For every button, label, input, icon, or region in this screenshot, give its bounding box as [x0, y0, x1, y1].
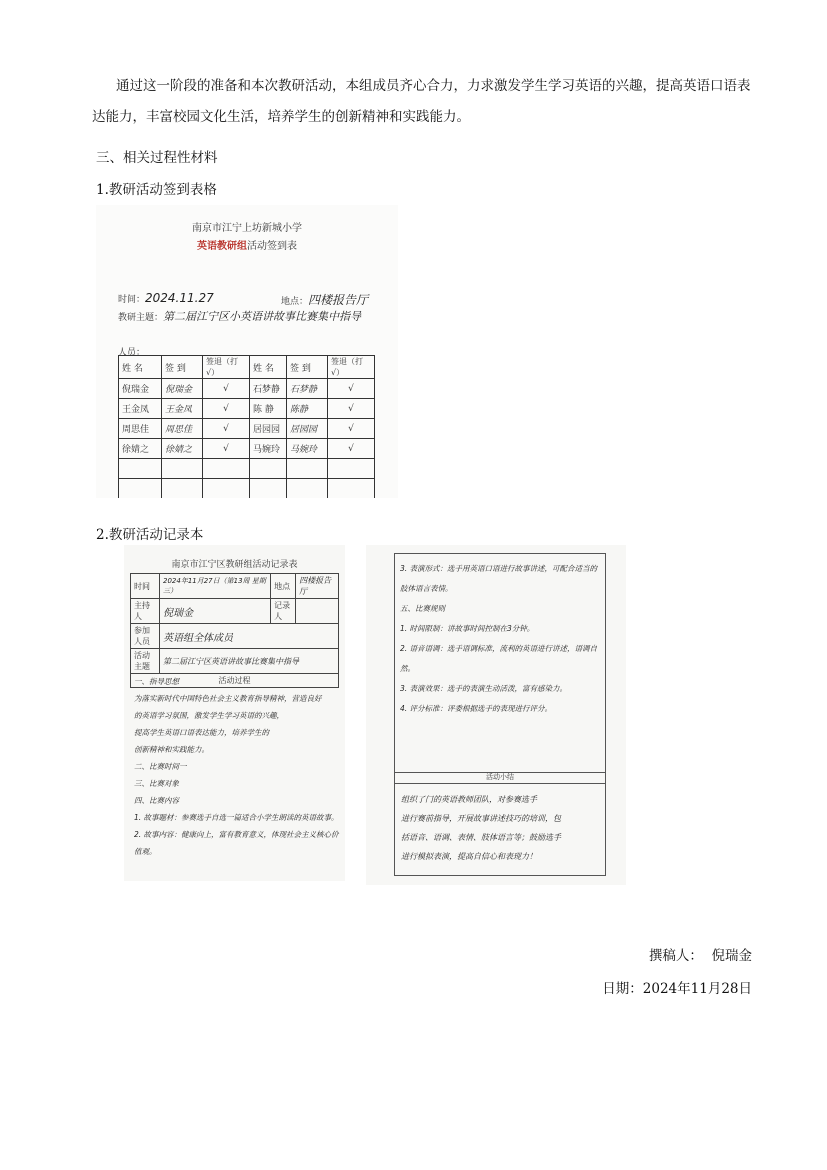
header-cell: 姓 名 — [119, 356, 162, 379]
summary-line: 组织了门的英语教师团队，对参赛选手 — [401, 795, 537, 804]
header-cell: 姓 名 — [250, 356, 287, 379]
signin-place-value: 四楼报告厅 — [308, 293, 369, 307]
check-cell: √ — [203, 439, 250, 459]
record-title: 南京市江宁区教研组活动记录表 — [171, 560, 298, 570]
signin-title — [96, 237, 398, 252]
summary-line: 进行赛前指导，开展故事讲述技巧的培训，包 — [401, 814, 561, 823]
table-row — [119, 479, 375, 499]
author-name: 倪瑞金 — [711, 948, 752, 964]
signin-school: 南京市江宁上坊新城小学 — [192, 223, 302, 234]
intro-paragraph — [92, 71, 760, 133]
table-row — [119, 459, 375, 479]
header-cell: 签 到 — [287, 356, 328, 379]
record-summary-text — [395, 784, 605, 866]
record-sheet-right-image — [366, 545, 626, 885]
signin-topic-label: 教研主题： — [118, 313, 164, 323]
process-line: 为落实新时代中国特色社会主义教育指导精神，营造良好 — [134, 694, 322, 703]
signin-time-label: 时间： — [118, 295, 146, 305]
table-row — [119, 379, 375, 399]
record-participants-value: 英语组全体成员 — [160, 624, 339, 649]
signin-time — [118, 291, 214, 305]
section-heading: 三、相关过程性材料 — [96, 150, 218, 166]
record-process-right — [400, 559, 600, 719]
record-time-value: 2024年11月27日（第13周 星期三） — [160, 574, 271, 599]
record-participants-label: 参加人员 — [131, 624, 160, 649]
record-host-value: 倪瑞金 — [160, 599, 271, 624]
name-cell: 居园园 — [250, 419, 287, 439]
record-process-left — [134, 673, 339, 860]
record-summary-label: 活动小结 — [395, 771, 605, 784]
signature-cell: 王金凤 — [162, 399, 203, 419]
check-cell: √ — [203, 399, 250, 419]
check-cell: √ — [328, 419, 375, 439]
signin-title-rest: 活动签到表 — [247, 241, 297, 252]
record-place-value: 四楼报告厅 — [296, 574, 339, 599]
signature-cell: 陈静 — [287, 399, 328, 419]
process-line: 提高学生英语口语表达能力，培养学生的 — [134, 728, 269, 737]
name-cell: 石梦静 — [250, 379, 287, 399]
process-line: 一、指导思想 — [134, 677, 179, 686]
intro-text: 通过这一阶段的准备和本次教研活动，本组成员齐心合力，力求激发学生学习英语的兴趣，提高英语口语表达能力，丰富校园文化生活，培养学生的创新精神和实践能力。 — [92, 78, 751, 125]
signin-topic — [118, 309, 388, 326]
name-cell: 陈 静 — [250, 399, 287, 419]
signin-place — [281, 291, 368, 308]
name-cell: 王金凤 — [119, 399, 162, 419]
process-line: 三、比赛对象 — [134, 779, 179, 788]
record-summary-box — [394, 771, 606, 876]
process-line: 2. 语音语调：选手语调标准，流利的英语进行讲述，语调自然。 — [400, 644, 598, 673]
signature-cell: 马婉玲 — [287, 439, 328, 459]
check-cell: √ — [328, 399, 375, 419]
signin-sheet-image — [96, 205, 398, 498]
date-line: 日期：2024年11月28日 — [602, 981, 752, 997]
check-cell: √ — [328, 379, 375, 399]
signature-cell: 徐婧之 — [162, 439, 203, 459]
process-line: 五、比赛规则 — [400, 604, 445, 613]
author-line — [649, 944, 752, 964]
table-row — [119, 439, 375, 459]
check-cell: √ — [328, 439, 375, 459]
process-line: 1. 故事题材：参赛选手自选一篇适合小学生朗读的英语故事。 — [134, 813, 339, 822]
check-cell: √ — [203, 419, 250, 439]
name-cell: 倪瑞金 — [119, 379, 162, 399]
record-process-label: 活动过程 — [131, 674, 339, 688]
signin-time-value: 2024.11.27 — [145, 291, 214, 305]
signature-cell: 居园园 — [287, 419, 328, 439]
process-line: 创新精神和实践能力。 — [134, 745, 209, 754]
signature-cell: 周思佳 — [162, 419, 203, 439]
record-time-label: 时间 — [131, 574, 160, 599]
process-line: 的英语学习氛围，激发学生学习英语的兴趣， — [134, 711, 284, 720]
record-header-table — [130, 573, 339, 688]
process-line: 2. 故事内容：健康向上，富有教育意义，体现社会主义核心价值观。 — [134, 830, 339, 856]
summary-line: 括语音、语调、表情、肢体语言等；鼓励选手 — [401, 833, 561, 842]
process-line: 二、比赛时间一 — [134, 762, 187, 771]
subheading-record: 2.教研活动记录本 — [96, 527, 204, 543]
signin-header-row — [119, 356, 375, 379]
header-cell: 签 到 — [162, 356, 203, 379]
record-topic-label: 活动主题 — [131, 649, 160, 674]
header-cell: 签退（打√） — [328, 356, 375, 379]
signin-title-red: 英语教研组 — [197, 241, 247, 252]
subheading-signin: 1.教研活动签到表格 — [96, 182, 217, 198]
name-cell: 马婉玲 — [250, 439, 287, 459]
summary-line: 进行模拟表演，提高自信心和表现力！ — [401, 852, 537, 861]
name-cell: 周思佳 — [119, 419, 162, 439]
process-line: 4. 评分标准：评委根据选手的表现进行评分。 — [400, 704, 553, 713]
signin-topic-value: 第二届江宁区小英语讲故事比赛集中指导 — [163, 310, 362, 323]
record-topic-value: 第二届江宁区英语讲故事比赛集中指导 — [160, 649, 339, 674]
table-row — [119, 399, 375, 419]
record-host-label: 主持人 — [131, 599, 160, 624]
process-line: 1. 时间限制：讲故事时间控制在3分钟。 — [400, 624, 535, 633]
name-cell: 徐婧之 — [119, 439, 162, 459]
table-row — [119, 419, 375, 439]
signature-cell: 倪瑞金 — [162, 379, 203, 399]
record-recorder-label: 记录人 — [271, 599, 296, 624]
author-label: 撰稿人： — [648, 948, 703, 964]
record-place-label: 地点 — [271, 574, 296, 599]
process-line: 3. 表演效果：选手的表演生动活泼，富有感染力。 — [400, 684, 568, 693]
record-sheet-left-image — [124, 545, 345, 881]
signin-place-label: 地点： — [281, 297, 309, 307]
header-cell: 签退（打√） — [203, 356, 250, 379]
signature-cell: 石梦静 — [287, 379, 328, 399]
check-cell: √ — [203, 379, 250, 399]
signin-table — [118, 355, 375, 498]
process-line: 四、比赛内容 — [134, 796, 179, 805]
process-line: 3. 表演形式：选手用英语口语进行故事讲述，可配合适当的肢体语言表情。 — [400, 564, 598, 593]
signin-people-label: 人员： — [118, 348, 146, 358]
